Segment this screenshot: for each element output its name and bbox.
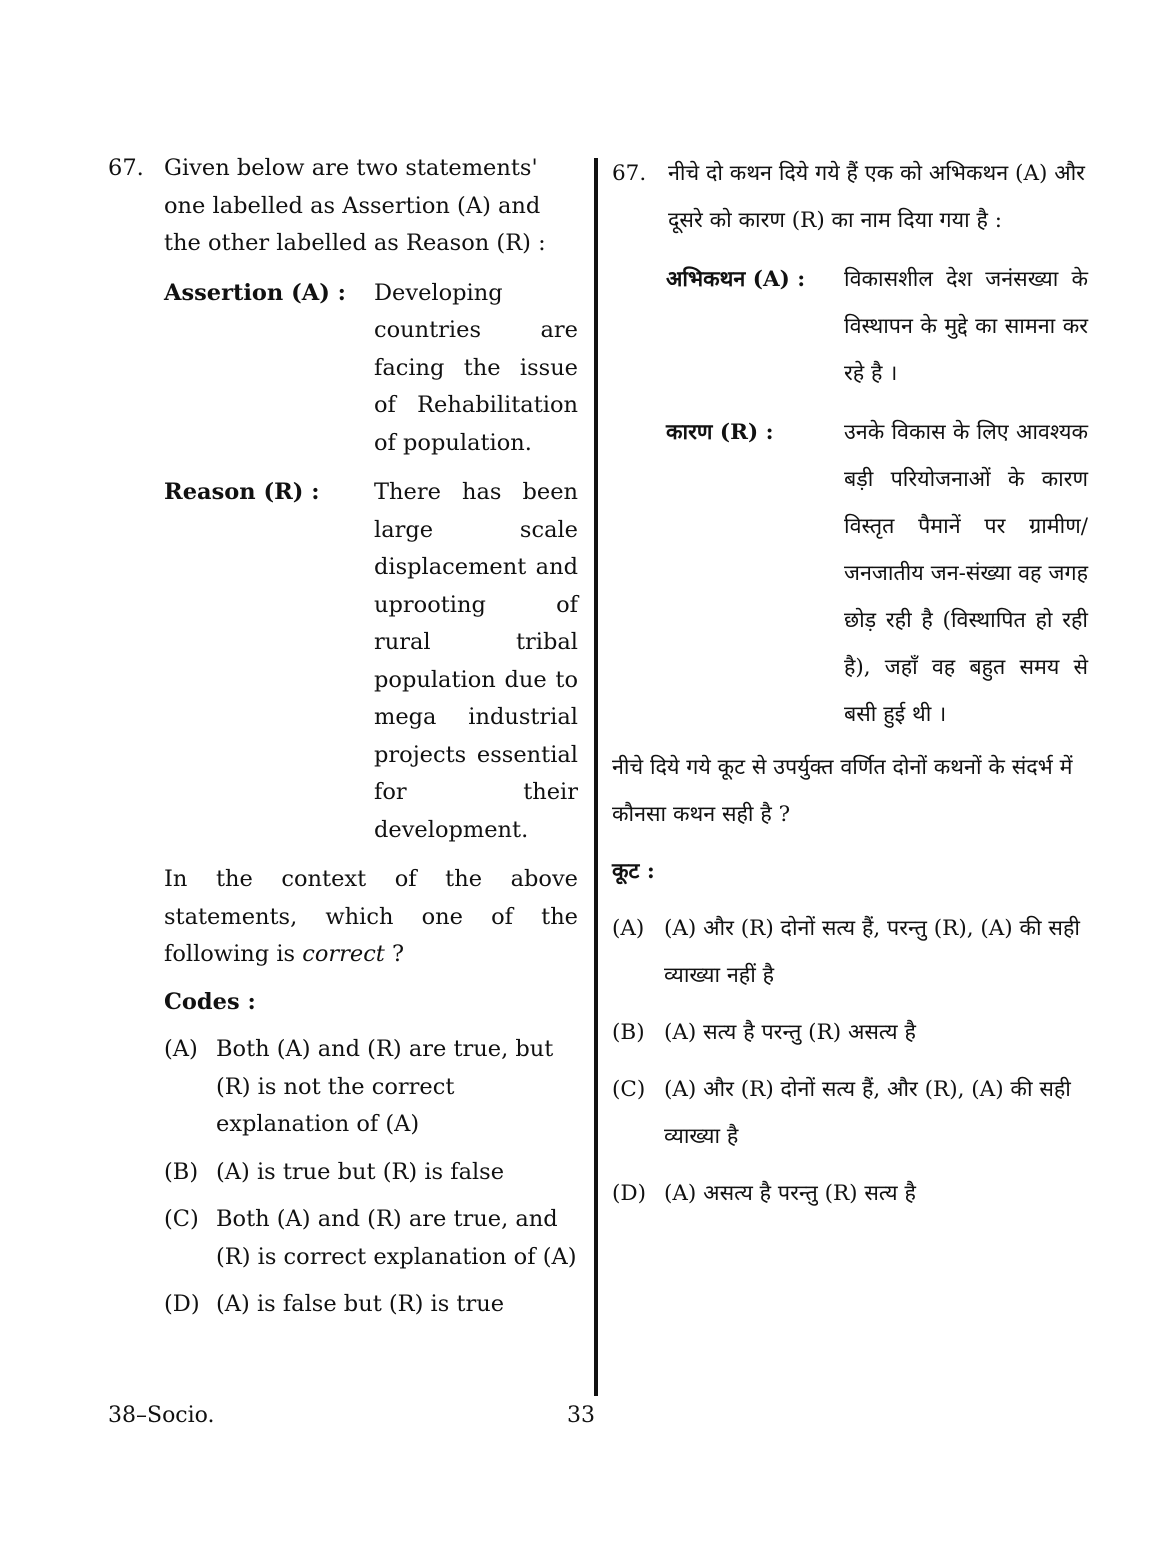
option-c: (C) Both (A) and (R) are true, and (R) is correct explanation of (A) [164,1206,577,1270]
reason-label: Reason (R) : [164,479,320,505]
codes-label-hindi: कूट : [612,859,655,884]
option-a: (A) Both (A) and (R) are true, but (R) is not the correct explanation of (A) [164,1036,554,1137]
question-statement: In the context of the above statements, which one of the following is correct ? [164,866,578,967]
question-number: 67. [108,155,144,181]
question-header-hindi [612,150,1088,244]
option-a-hindi: (A) (A) और (R) दोनों सत्य हैं, परन्तु (R), (A) की सही व्याख्या नहीं है [612,916,1080,988]
question-header [108,150,578,263]
column-divider [594,158,598,1396]
reason-label-hindi: कारण (R) : [666,420,774,445]
question-intro-hindi: नीचे दो कथन दिये गये हैं एक को अभिकथन (A) और दूसरे को कारण (R) का नाम दिया गया है : [668,161,1085,233]
assertion-label: Assertion (A) : [164,279,346,306]
page-number: 33 [567,1403,595,1428]
codes-label: Codes : [164,988,256,1015]
reason-block-hindi [612,409,1088,738]
question-statement-hindi: नीचे दिये गये कूट से उपर्युक्त वर्णित दोनों कथनों के संदर्भ में कौनसा कथन सही है ? [612,755,1073,827]
reason-text-hindi: उनके विकास के लिए आवश्यक बड़ी परियोजनाओं के कारण विस्तृत पैमानें पर ग्रामीण/जनजातीय जन-संख्या वह जगह छोड़ रही है (विस्थापित हो रही है), जहाँ वह बहुत समय से बसी हुई थी । [844,420,1088,727]
option-b: (B) (A) is true but (R) is false [164,1158,505,1185]
assertion-text: Developing countries are facing the issue of Rehabilitation of population. [374,279,578,456]
question-number-hindi: 67. [612,161,647,186]
option-d-hindi: (D) (A) असत्य है परन्तु (R) सत्य है [612,1181,916,1206]
option-c-hindi: (C) (A) और (R) दोनों सत्य हैं, और (R), (A) की सही व्याख्या है [612,1077,1071,1149]
assertion-label-hindi: अभिकथन (A) : [666,267,806,292]
option-d: (D) (A) is false but (R) is true [164,1291,505,1317]
question-intro: Given below are two statements' one labelled as Assertion (A) and the other labelled as Reason (R) : [164,155,546,256]
assertion-block [164,275,578,463]
english-column [108,150,578,1324]
reason-text: There has been large scale displacement and uprooting of rural tribal population due to mega industrial projects essential for their development. [374,479,578,843]
option-b-hindi: (B) (A) सत्य है परन्तु (R) असत्य है [612,1020,916,1045]
question-emphasis: correct [302,941,385,967]
hindi-column [612,150,1088,1217]
paper-code: 38–Socio. [108,1403,215,1428]
assertion-block-hindi [612,256,1088,397]
reason-block [164,474,578,849]
assertion-text-hindi: विकासशील देश जनंसख्या के विस्थापन के मुद्दे का सामना कर रहे है । [844,267,1088,386]
